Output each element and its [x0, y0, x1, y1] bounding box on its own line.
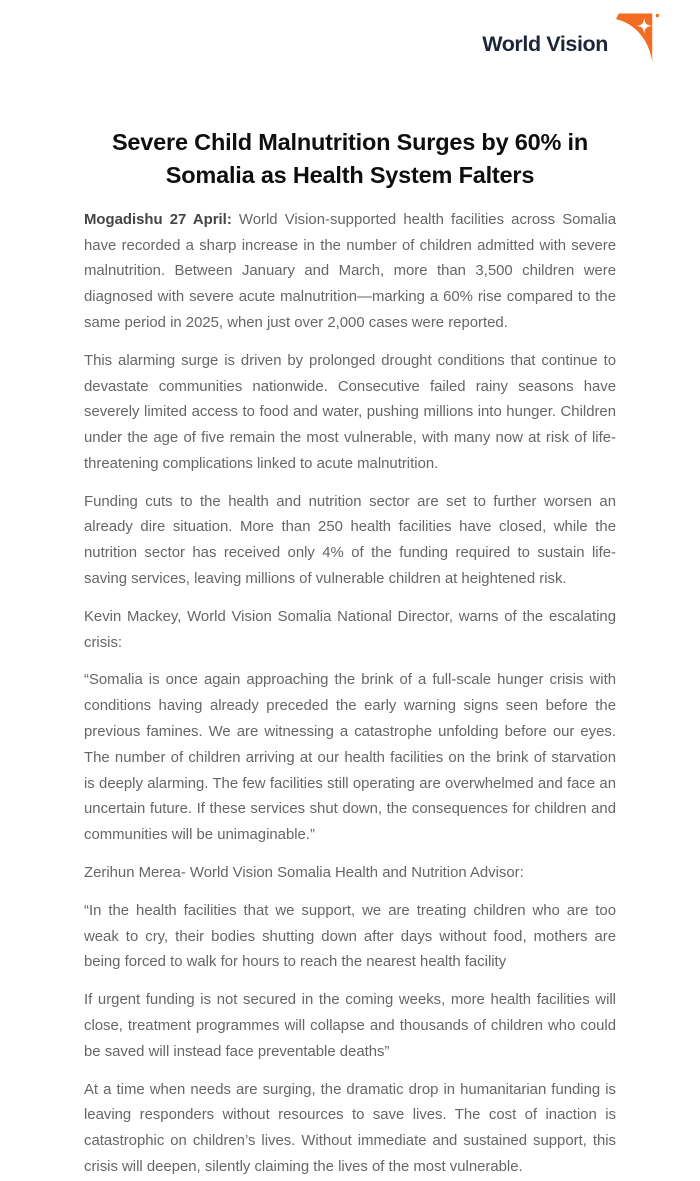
- paragraph-quote: “Somalia is once again approaching the brink of a full-scale hunger crisis with conditions having already preceded the early warning signs seen before the previous famines. We are witnessing a catastrophe unfolding before our eyes. The number of children arriving at our health facilities on the brink of starvation is deeply alarming. The few facilities still operating are overwhelmed and face an uncertain future. If these services shut down, the consequences for children and communities will be unimaginable.”: [84, 672, 616, 844]
- paragraph-dateline: [84, 208, 616, 337]
- world-vision-logo-mark-icon: [615, 12, 664, 62]
- world-vision-logo-text: World Vision: [482, 31, 608, 56]
- article-title-line1: Severe Child Malnutrition Surges by 60% in: [111, 129, 589, 155]
- paragraph: This alarming surge is driven by prolonged drought conditions that continue to devastate communities nationwide. Consecutive failed rainy seasons have severely limited access to food and water, pushing millions into hunger. Children under the age of five remain the most vulnerable, with many now at risk of life-threatening complications linked to acute malnutrition.: [84, 352, 616, 472]
- article-title: [90, 126, 610, 193]
- dateline-text: Mogadishu 27 April:: [84, 211, 232, 228]
- paragraph-text: World Vision-supported health facilities across Somalia have recorded a sharp increase in the number of children admitted with severe malnutrition. Between January and March, more than 3,500 children were diagnosed with severe acute malnutrition—marking a 60% rise compared to the same period in 2025, when just over 2,000 cases were reported.: [84, 211, 616, 331]
- paragraph: Funding cuts to the health and nutrition sector are set to further worsen an already dire situation. More than 250 health facilities have closed, while the nutrition sector has received only 4% of the funding required to sustain life-saving services, leaving millions of vulnerable children at heightened risk.: [84, 493, 616, 588]
- paragraph-quote: If urgent funding is not secured in the coming weeks, more health facilities will close, treatment programmes will collapse and thousands of children who could be saved will instead face preventable deaths”: [84, 992, 616, 1060]
- paragraph: At a time when needs are surging, the dramatic drop in humanitarian funding is leaving responders without resources to save lives. The cost of inaction is catastrophic on children’s lives. Without immediate and sustained support, this crisis will deepen, silently claiming the lives of the most vulnerable.: [84, 1081, 616, 1176]
- page-header: [0, 0, 700, 62]
- paragraph-attribution: Zerihun Merea- World Vision Somalia Health and Nutrition Advisor:: [84, 865, 524, 882]
- world-vision-logo: [482, 12, 664, 62]
- paragraph-attribution: Kevin Mackey, World Vision Somalia National Director, warns of the escalating crisis:: [84, 608, 616, 651]
- paragraph-quote: “In the health facilities that we support, we are treating children who are too weak to cry, their bodies shutting down after days without food, mothers are being forced to walk for hours to reach the nearest health facility: [84, 902, 616, 971]
- article-body: [0, 126, 700, 1181]
- article-title-line2: Somalia as Health System Falters: [165, 162, 535, 189]
- registered-mark-dot: [656, 14, 659, 17]
